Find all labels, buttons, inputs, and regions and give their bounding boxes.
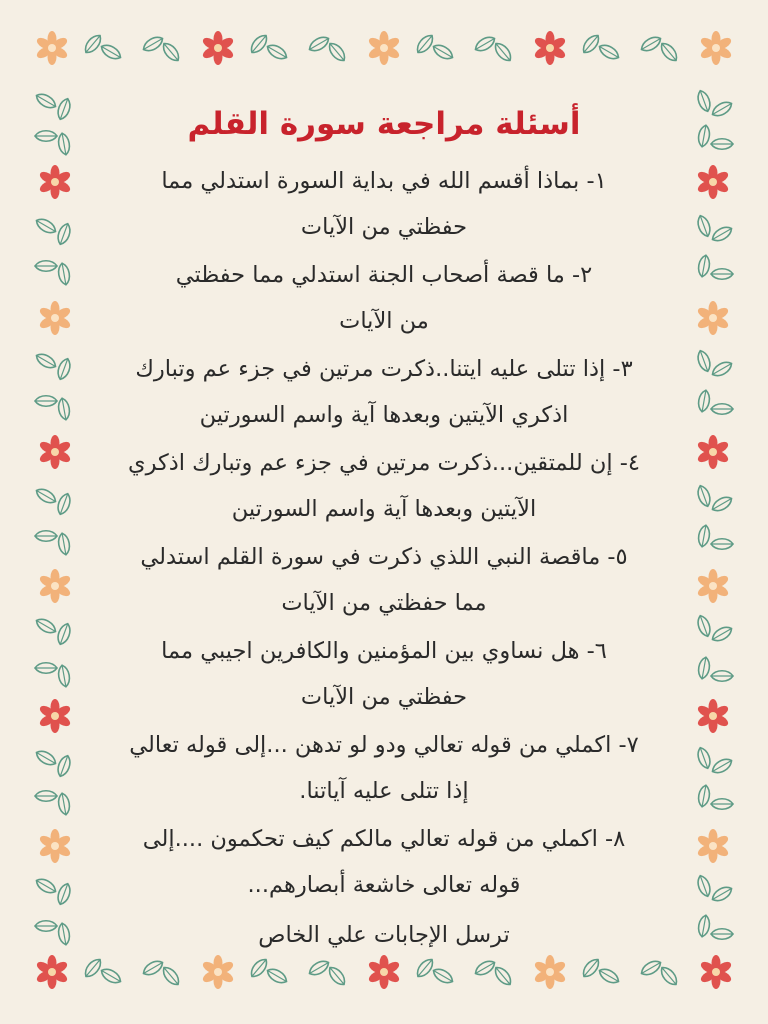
leaf-icon [711,269,733,280]
question-line: ٨- اكملي من قوله تعالي مالكم كيف تحكمون ....إلى [142,826,626,852]
leaf-icon [711,799,733,810]
leaf-icon [34,876,58,896]
leaf-icon [248,32,270,56]
leaf-icon [35,663,57,674]
peach-flower-icon [38,829,72,863]
question-line: الآيتين وبعدها آية واسم السورتين [231,496,537,522]
leaf-icon [695,874,712,898]
peach-flower-icon [367,31,401,65]
leaf-icon [34,616,58,636]
leaf-icon [710,756,734,776]
peach-flower-icon [38,569,72,603]
leaf-icon [711,404,733,415]
question-line: قوله تعالى خاشعة أبصارهم... [247,872,521,898]
red-flower-icon [201,31,235,65]
leaf-icon [431,42,455,62]
leaf-icon [473,34,497,54]
leaf-icon [307,34,331,54]
leaf-icon [35,261,57,272]
leaf-icon [55,492,72,516]
leaf-icon [711,929,733,940]
red-flower-icon [38,435,72,469]
question-8 [90,816,678,908]
peach-flower-icon [696,301,730,335]
question-line: حفظتي من الآيات [300,214,468,240]
red-flower-icon [696,435,730,469]
red-flower-icon [38,699,72,733]
leaf-icon [57,397,71,420]
leaf-icon [34,216,58,236]
leaf-icon [697,389,711,412]
leaf-icon [597,42,621,62]
leaf-icon [99,42,123,62]
leaf-icon [160,40,182,64]
peach-flower-icon [696,569,730,603]
leaf-icon [35,791,57,802]
leaf-icon [35,131,57,142]
leaf-icon [34,91,58,111]
leaf-icon [695,214,712,238]
leaf-icon [265,42,289,62]
leaf-icon [57,532,71,555]
leaf-icon [580,32,602,56]
leaf-icon [639,34,663,54]
leaf-icon [55,882,72,906]
red-flower-icon [696,165,730,199]
question-line: من الآيات [339,308,429,334]
red-flower-icon [533,31,567,65]
page-title: أسئلة مراجعة سورة القلم [187,106,581,142]
leaf-icon [55,754,72,778]
leaf-icon [55,357,72,381]
leaf-icon [34,486,58,506]
leaf-icon [492,40,514,64]
question-sheet [90,92,678,972]
question-7 [90,722,678,814]
question-6 [90,628,678,720]
leaf-icon [695,349,712,373]
question-line: ٤- إن للمتقين...ذكرت مرتين في جزء عم وتبارك اذكري [127,450,641,476]
leaf-icon [711,139,733,150]
question-line: ٢- ما قصة أصحاب الجنة استدلي مما حفظتي [175,262,593,288]
question-1 [90,158,678,250]
red-flower-icon [38,165,72,199]
leaf-icon [710,99,734,119]
question-line: إذا تتلى عليه آياتنا. [299,778,469,804]
leaf-icon [697,784,711,807]
leaf-icon [34,351,58,371]
leaf-icon [55,622,72,646]
leaf-icon [55,97,72,121]
leaf-icon [697,656,711,679]
question-line: مما حفظتي من الآيات [281,590,487,616]
peach-flower-icon [696,829,730,863]
leaf-icon [695,484,712,508]
question-line: حفظتي من الآيات [300,684,468,710]
leaf-icon [82,32,104,56]
question-3 [90,346,678,438]
leaf-icon [697,914,711,937]
question-2 [90,252,678,344]
leaf-icon [35,396,57,407]
leaf-icon [34,748,58,768]
peach-flower-icon [35,31,69,65]
leaf-icon [35,531,57,542]
leaf-icon [57,792,71,815]
leaf-icon [35,921,57,932]
leaf-icon [711,671,733,682]
question-4 [90,440,678,532]
leaf-icon [710,884,734,904]
leaf-icon [57,664,71,687]
leaf-icon [57,262,71,285]
peach-flower-icon [38,301,72,335]
leaf-icon [695,89,712,113]
question-5 [90,534,678,626]
leaf-icon [695,746,712,770]
question-line: ٧- اكملي من قوله تعالي ودو لو تدهن ...إلى قوله تعالي [129,732,639,758]
leaf-icon [710,624,734,644]
question-line: اذكري الآيتين وبعدها آية واسم السورتين [199,402,569,428]
red-flower-icon [699,955,733,989]
leaf-icon [711,539,733,550]
leaf-icon [710,359,734,379]
leaf-icon [326,40,348,64]
leaf-icon [710,224,734,244]
question-line: ٥- ماقصة النبي اللذي ذكرت في سورة القلم استدلي [140,544,628,570]
leaf-icon [697,524,711,547]
leaf-icon [57,132,71,155]
leaf-icon [414,32,436,56]
leaf-icon [697,124,711,147]
leaf-icon [697,254,711,277]
red-flower-icon [696,699,730,733]
footer-note: ترسل الإجابات علي الخاص [258,922,510,948]
leaf-icon [658,40,680,64]
peach-flower-icon [699,31,733,65]
red-flower-icon [35,955,69,989]
question-line: ٦- هل نساوي بين المؤمنين والكافرين اجيبي مما [161,638,607,664]
leaf-icon [141,34,165,54]
leaf-icon [695,614,712,638]
leaf-icon [55,222,72,246]
leaf-icon [710,494,734,514]
question-line: ٣- إذا تتلى عليه ايتنا..ذكرت مرتين في جزء عم وتبارك [135,356,633,382]
question-line: ١- بماذا أقسم الله في بداية السورة استدلي مما [161,168,607,194]
leaf-icon [57,922,71,945]
